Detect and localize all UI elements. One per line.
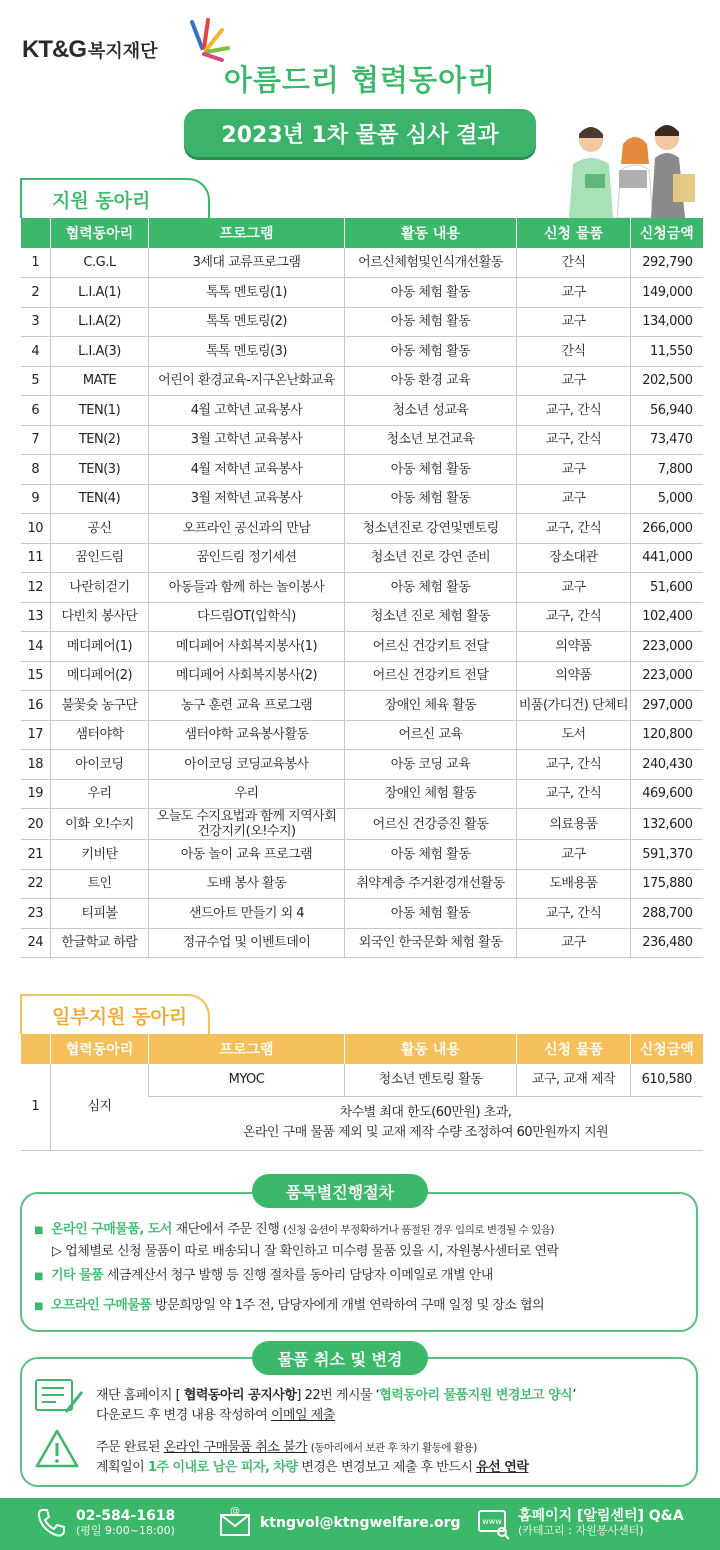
table-row [21, 869, 703, 899]
table-row [21, 307, 703, 337]
table-row [21, 602, 703, 632]
cell-program: 다드림OT(입학식) [149, 602, 345, 632]
cell-club: 꿈인드림 [51, 543, 149, 573]
cell-no: 2 [21, 278, 51, 308]
cell-no: 20 [21, 809, 51, 840]
cell-no: 3 [21, 307, 51, 337]
procedure-line-online [34, 1218, 554, 1237]
svg-text:@: @ [230, 1506, 240, 1517]
cell-no: 7 [21, 425, 51, 455]
cell-item: 도서 [517, 720, 631, 750]
procedure-other-head: 기타 물품 [50, 1268, 104, 1283]
cell-item: 간식 [517, 248, 631, 278]
table-row [21, 337, 703, 367]
cell-no: 1 [21, 1064, 51, 1150]
cell-program: 톡톡 멘토링(3) [149, 337, 345, 367]
cell-activity: 어르신 건강키트 전달 [345, 661, 517, 691]
logo-spark-icon [182, 18, 230, 62]
cell-activity: 어르신 교육 [345, 720, 517, 750]
bullet-square-icon: ■ [34, 1271, 43, 1282]
table-row [21, 484, 703, 514]
header-amount: 신청금액 [631, 218, 703, 248]
cell-amount: 149,000 [631, 278, 703, 308]
cell-amount: 240,430 [631, 750, 703, 780]
form-document-icon [34, 1378, 86, 1416]
table-row [21, 779, 703, 809]
cell-item: 비품(가디건) 단체티 [517, 691, 631, 721]
cancel-note: (동아리에서 보관 후 차기 활동에 활용) [310, 1442, 477, 1454]
cancel-text: 변경은 변경보고 제출 후 반드시 [301, 1460, 473, 1475]
cell-item: 교구, 간식 [517, 396, 631, 426]
cell-program: 아이코딩 코딩교육봉사 [149, 750, 345, 780]
cell-program: 샘터야학 교육봉사활동 [149, 720, 345, 750]
footer-email-address: ktngvol@ktngwelfare.org [260, 1515, 461, 1531]
cell-program: 어린이 환경교육-지구온난화교육 [149, 366, 345, 396]
svg-text:www: www [482, 1517, 502, 1526]
cell-program: 3월 고학년 교육봉사 [149, 425, 345, 455]
cancel-line-1 [96, 1384, 576, 1403]
procedure-offline-text: 방문희망일 약 1주 전, 담당자에게 개별 연락하여 구매 일정 및 장소 협의 [155, 1298, 545, 1313]
people-illustration-icon [555, 118, 705, 218]
cancel-line-3 [96, 1436, 477, 1455]
cell-program: 꿈인드림 정기세션 [149, 543, 345, 573]
cell-activity: 취약계층 주거환경개선활동 [345, 869, 517, 899]
cell-program: 4월 저학년 교육봉사 [149, 455, 345, 485]
cancel-text: 주문 완료된 [96, 1440, 160, 1455]
partial-note-line1: 차수별 최대 한도(60만원) 초과, [339, 1105, 512, 1120]
cell-item: 교구 [517, 366, 631, 396]
cancel-text: 다운로드 후 변경 내용 작성하여 [96, 1408, 268, 1423]
cell-activity: 아동 체험 활동 [345, 455, 517, 485]
cell-item: 의료용품 [517, 809, 631, 840]
cancel-text: ’ [572, 1388, 576, 1403]
table-header-row [21, 218, 703, 248]
cancel-label: 물품 취소 및 변경 [252, 1341, 428, 1375]
cell-amount: 610,580 [631, 1064, 703, 1096]
cancel-text: 계획일이 [96, 1460, 145, 1475]
cell-amount: 132,600 [631, 809, 703, 840]
cell-no: 18 [21, 750, 51, 780]
cell-program: 농구 훈련 교육 프로그램 [149, 691, 345, 721]
cell-amount: 297,000 [631, 691, 703, 721]
footer-phone-number: 02-584-1618 [76, 1508, 176, 1524]
cell-activity: 장애인 체육 활동 [345, 691, 517, 721]
cell-program: 도배 봉사 활동 [149, 869, 345, 899]
cancel-highlight: 1주 이내로 남은 피자, 차량 [147, 1460, 298, 1475]
cell-item: 교구 [517, 307, 631, 337]
cell-club: MATE [51, 366, 149, 396]
cell-club: C.G.L [51, 248, 149, 278]
cancel-line-4 [96, 1456, 528, 1475]
cell-program: 메디페어 사회복지봉사(2) [149, 661, 345, 691]
cell-activity: 장애인 체험 활동 [345, 779, 517, 809]
cell-no: 5 [21, 366, 51, 396]
footer-web-sub: (카테고리 : 자원봉사센터) [518, 1524, 644, 1537]
cell-item: 교구, 교재 제작 [517, 1064, 631, 1096]
table-header-row [21, 1034, 703, 1064]
cell-amount: 134,000 [631, 307, 703, 337]
table-row [21, 691, 703, 721]
cell-amount: 202,500 [631, 366, 703, 396]
footer-phone-hours: (평일 9:00~18:00) [76, 1524, 175, 1537]
cell-activity: 아동 체험 활동 [345, 337, 517, 367]
cell-club: 한글학교 하람 [51, 928, 149, 958]
cell-club: 메디페어(1) [51, 632, 149, 662]
header-item: 신청 물품 [517, 1034, 631, 1064]
cell-no: 16 [21, 691, 51, 721]
cell-item: 교구 [517, 573, 631, 603]
cell-amount: 223,000 [631, 661, 703, 691]
cancel-text: 재단 홈페이지 [ [96, 1388, 181, 1403]
cell-club: L.I.A(1) [51, 278, 149, 308]
footer-phone[interactable] [34, 1506, 175, 1540]
header-activity: 활동 내용 [345, 218, 517, 248]
table-row [21, 899, 703, 929]
cell-item: 의약품 [517, 632, 631, 662]
procedure-line-other [34, 1264, 493, 1283]
page-title: 아름드리 협력동아리 [223, 63, 497, 97]
cancel-notice-link: 협력동아리 공지사항 [183, 1388, 297, 1403]
cell-item: 교구 [517, 840, 631, 870]
cell-amount: 175,880 [631, 869, 703, 899]
partial-note [149, 1096, 703, 1150]
cell-activity: 청소년 진로 강연 준비 [345, 543, 517, 573]
cancel-text: ] 22번 게시물 ‘ [296, 1388, 380, 1403]
header-item: 신청 물품 [517, 218, 631, 248]
cell-no: 21 [21, 840, 51, 870]
cell-club: 우리 [51, 779, 149, 809]
cell-amount: 469,600 [631, 779, 703, 809]
cell-activity: 어르신 건강키트 전달 [345, 632, 517, 662]
cell-program: 아동 놀이 교육 프로그램 [149, 840, 345, 870]
cell-amount: 120,800 [631, 720, 703, 750]
table-row [21, 425, 703, 455]
header-program: 프로그램 [149, 1034, 345, 1064]
cell-activity: 아동 코딩 교육 [345, 750, 517, 780]
header-no [21, 1034, 51, 1064]
table-row [21, 278, 703, 308]
cell-activity: 어르신체험및인식개선활동 [345, 248, 517, 278]
warning-icon [34, 1428, 80, 1470]
footer-website[interactable] [476, 1506, 684, 1540]
cell-item: 교구, 간식 [517, 425, 631, 455]
table-row [21, 514, 703, 544]
cell-program: 4월 고학년 교육봉사 [149, 396, 345, 426]
cell-amount: 591,370 [631, 840, 703, 870]
cell-no: 24 [21, 928, 51, 958]
cell-club: L.I.A(3) [51, 337, 149, 367]
cell-club: TEN(3) [51, 455, 149, 485]
cell-activity: 아동 환경 교육 [345, 366, 517, 396]
cell-activity: 아동 체험 활동 [345, 573, 517, 603]
cell-no: 14 [21, 632, 51, 662]
cell-no: 15 [21, 661, 51, 691]
section-tab-partial-support: 일부지원 동아리 [20, 994, 210, 1034]
cell-amount: 441,000 [631, 543, 703, 573]
cell-amount: 223,000 [631, 632, 703, 662]
cell-item: 교구 [517, 484, 631, 514]
logo-sub: 복지재단 [88, 41, 158, 62]
cancel-form-name: 협력동아리 물품지원 변경보고 양식 [379, 1388, 573, 1403]
cell-activity: 외국인 한국문화 체험 활동 [345, 928, 517, 958]
table-row [21, 809, 703, 840]
cell-activity: 청소년 멘토링 활동 [345, 1064, 517, 1096]
table-row [21, 632, 703, 662]
cell-club: 이화 오!수지 [51, 809, 149, 840]
cell-item: 교구, 간식 [517, 514, 631, 544]
logo-kt: KT&G [22, 36, 86, 63]
cell-amount: 292,790 [631, 248, 703, 278]
procedure-line-offline [34, 1294, 544, 1313]
cell-item: 교구 [517, 278, 631, 308]
cell-activity: 청소년진로 강연및멘토링 [345, 514, 517, 544]
cell-activity: 아동 체험 활동 [345, 899, 517, 929]
cell-no: 23 [21, 899, 51, 929]
cancel-call: 유선 연락 [476, 1460, 529, 1475]
partial-note-line2: 온라인 구매 물품 제외 및 교재 제작 수량 조정하여 60만원까지 지원 [242, 1125, 609, 1140]
cell-program: 3월 저학년 교육봉사 [149, 484, 345, 514]
cell-program: 샌드아트 만들기 외 4 [149, 899, 345, 929]
cell-activity: 청소년 진로 체험 활동 [345, 602, 517, 632]
table-row [21, 661, 703, 691]
cell-club: TEN(4) [51, 484, 149, 514]
cell-amount: 288,700 [631, 899, 703, 929]
procedure-offline-head: 오프라인 구매물품 [50, 1298, 152, 1313]
cell-no: 10 [21, 514, 51, 544]
cell-no: 8 [21, 455, 51, 485]
cell-club: 아이코딩 [51, 750, 149, 780]
cell-program: 3세대 교류프로그램 [149, 248, 345, 278]
bullet-square-icon: ■ [34, 1225, 43, 1236]
table-row [21, 396, 703, 426]
cell-activity: 아동 체험 활동 [345, 278, 517, 308]
procedure-other-text: 세금계산서 청구 발행 등 진행 절차를 동아리 담당자 이메일로 개별 안내 [106, 1268, 493, 1283]
procedure-online-note: (신청 옵션이 부정확하거나 품절된 경우 임의로 변경될 수 있음) [282, 1224, 554, 1236]
cell-club: TEN(1) [51, 396, 149, 426]
cell-club: 다빈치 봉사단 [51, 602, 149, 632]
cell-program: 정규수업 및 이벤트데이 [149, 928, 345, 958]
footer-web-title: 홈페이지 [알림센터] Q&A [518, 1508, 684, 1524]
cell-program: 오늘도 수지요법과 함께 지역사회 건강지키(오!수지) [149, 809, 345, 840]
cell-amount: 102,400 [631, 602, 703, 632]
cell-program: 톡톡 멘토링(2) [149, 307, 345, 337]
cell-amount: 11,550 [631, 337, 703, 367]
table-row [21, 543, 703, 573]
cell-item: 의약품 [517, 661, 631, 691]
cell-club: 심지 [51, 1064, 149, 1150]
cell-club: 트인 [51, 869, 149, 899]
cell-club: TEN(2) [51, 425, 149, 455]
cell-program: 톡톡 멘토링(1) [149, 278, 345, 308]
cancel-no-refund: 온라인 구매물품 취소 불가 [163, 1440, 308, 1455]
cell-item: 간식 [517, 337, 631, 367]
cell-no: 19 [21, 779, 51, 809]
table-row [21, 840, 703, 870]
cell-program: 아동들과 함께 하는 놀이봉사 [149, 573, 345, 603]
cell-no: 6 [21, 396, 51, 426]
cell-item: 교구, 간식 [517, 899, 631, 929]
cell-item: 교구, 간식 [517, 750, 631, 780]
cell-no: 9 [21, 484, 51, 514]
cell-amount: 56,940 [631, 396, 703, 426]
footer-email[interactable] [218, 1506, 461, 1540]
table-row [21, 248, 703, 278]
cell-item: 교구 [517, 928, 631, 958]
cell-no: 1 [21, 248, 51, 278]
cell-no: 4 [21, 337, 51, 367]
header-program: 프로그램 [149, 218, 345, 248]
procedure-label: 품목별진행절차 [252, 1174, 428, 1208]
table-row [21, 750, 703, 780]
header-club: 협력동아리 [51, 218, 149, 248]
cancel-line-2 [96, 1404, 335, 1423]
cell-amount: 7,800 [631, 455, 703, 485]
cancel-email-submit: 이메일 제출 [270, 1408, 335, 1423]
header-activity: 활동 내용 [345, 1034, 517, 1064]
cell-item: 교구, 간식 [517, 779, 631, 809]
table-row [21, 720, 703, 750]
email-icon [218, 1506, 252, 1540]
cell-club: 메디페어(2) [51, 661, 149, 691]
cell-program: 메디페어 사회복지봉사(1) [149, 632, 345, 662]
phone-icon [34, 1506, 68, 1540]
cell-program: MYOC [149, 1064, 345, 1096]
table-row [21, 366, 703, 396]
cell-club: 공신 [51, 514, 149, 544]
procedure-line-delivery: ▷ 업체별로 신청 물품이 따로 배송되니 잘 확인하고 미수령 물품 있을 시, 자원봉사센터로 연락 [52, 1244, 559, 1259]
table-row [21, 455, 703, 485]
procedure-online-text: 재단에서 주문 진행 [175, 1222, 280, 1237]
cell-club: 불꽃슛 농구단 [51, 691, 149, 721]
cell-item: 교구, 간식 [517, 602, 631, 632]
procedure-online-head: 온라인 구매물품, 도서 [50, 1222, 172, 1237]
cell-item: 도배용품 [517, 869, 631, 899]
cell-no: 13 [21, 602, 51, 632]
cell-no: 17 [21, 720, 51, 750]
cell-activity: 청소년 보건교육 [345, 425, 517, 455]
partial-support-table [20, 1034, 703, 1151]
full-support-table [20, 218, 703, 958]
cell-no: 12 [21, 573, 51, 603]
table-row [21, 1064, 703, 1096]
cell-no: 11 [21, 543, 51, 573]
cell-activity: 아동 체험 활동 [345, 484, 517, 514]
cell-program: 우리 [149, 779, 345, 809]
section-tab-full-support: 지원 동아리 [20, 178, 210, 218]
cell-item: 장소대관 [517, 543, 631, 573]
table-row [21, 928, 703, 958]
bullet-square-icon: ■ [34, 1301, 43, 1312]
table-row [21, 573, 703, 603]
footer [0, 1498, 720, 1550]
cell-amount: 51,600 [631, 573, 703, 603]
header-club: 협력동아리 [51, 1034, 149, 1064]
website-icon [476, 1506, 510, 1540]
cell-club: 티피볼 [51, 899, 149, 929]
cell-club: 나란히걷기 [51, 573, 149, 603]
cell-activity: 어르신 건강증진 활동 [345, 809, 517, 840]
cell-club: 키비탄 [51, 840, 149, 870]
cell-activity: 아동 체험 활동 [345, 307, 517, 337]
cell-club: 샘터야학 [51, 720, 149, 750]
cell-no: 22 [21, 869, 51, 899]
page-subtitle: 2023년 1차 물품 심사 결과 [184, 109, 536, 157]
cell-club: L.I.A(2) [51, 307, 149, 337]
cell-activity: 아동 체험 활동 [345, 840, 517, 870]
header-amount: 신청금액 [631, 1034, 703, 1064]
cell-item: 교구 [517, 455, 631, 485]
cell-amount: 266,000 [631, 514, 703, 544]
cell-program: 오프라인 공신과의 만남 [149, 514, 345, 544]
header-no [21, 218, 51, 248]
cell-amount: 236,480 [631, 928, 703, 958]
cell-activity: 청소년 성교육 [345, 396, 517, 426]
cell-amount: 5,000 [631, 484, 703, 514]
cell-amount: 73,470 [631, 425, 703, 455]
